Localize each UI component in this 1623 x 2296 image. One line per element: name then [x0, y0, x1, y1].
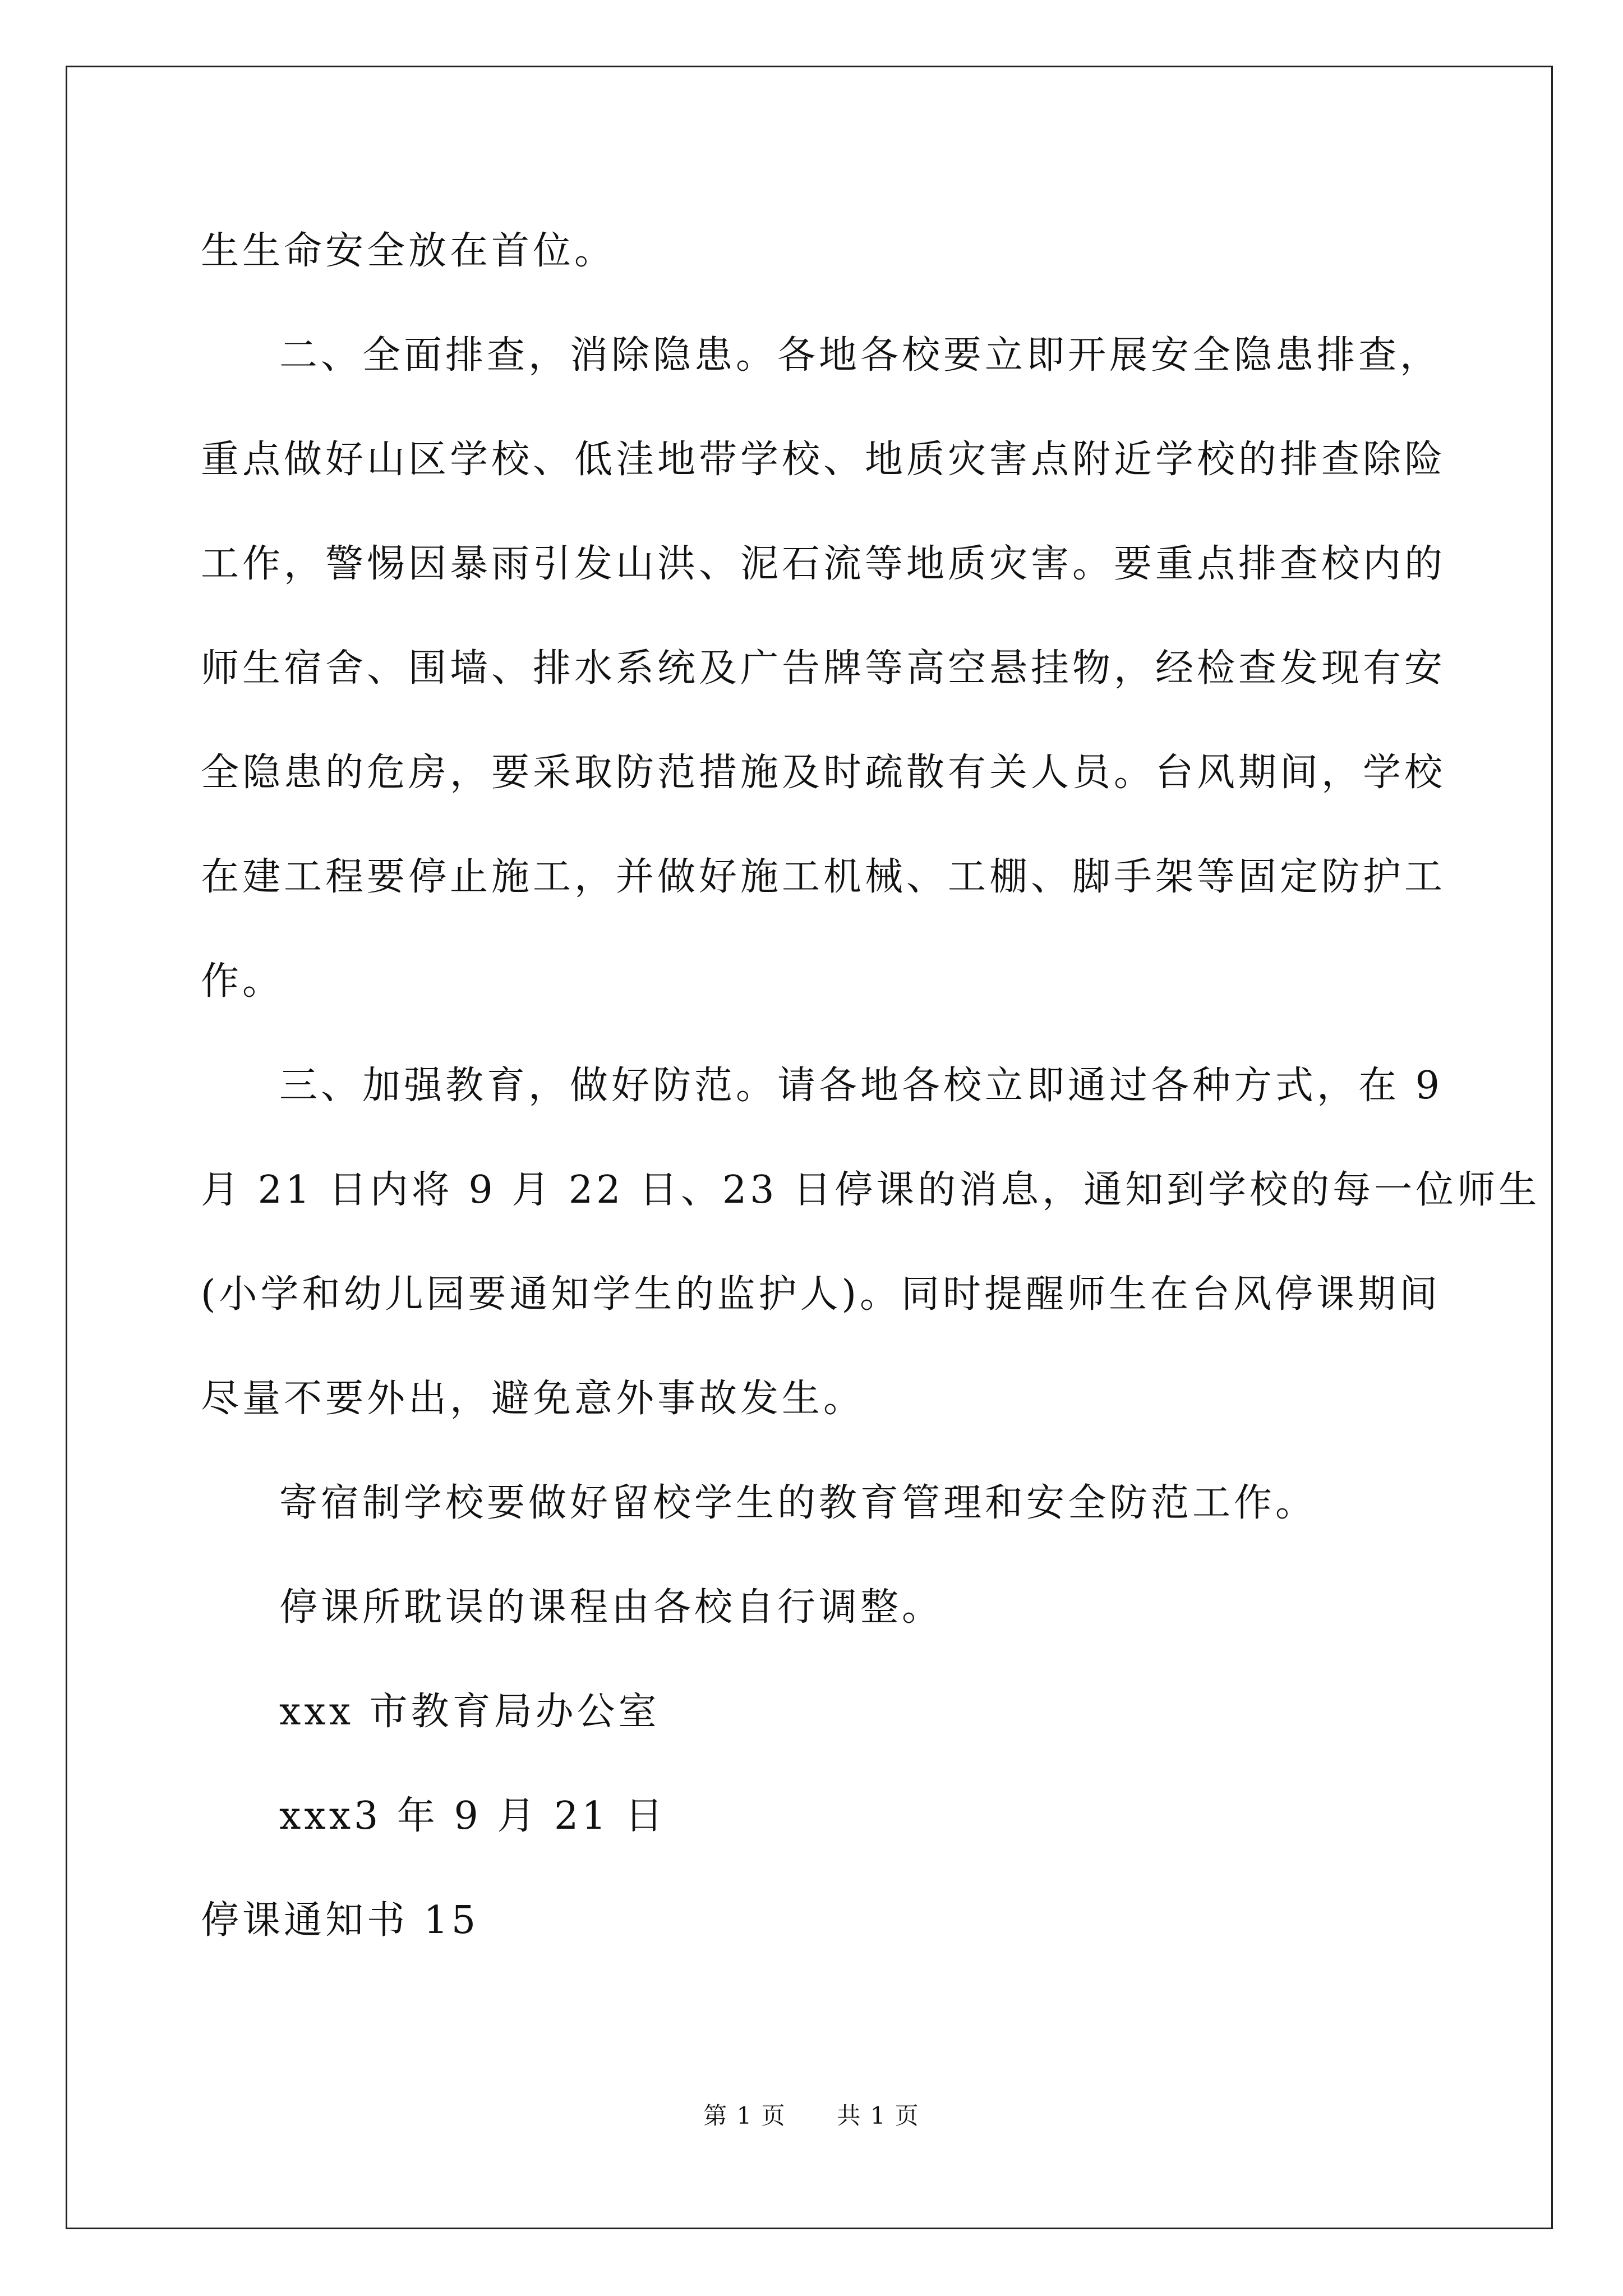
section-heading: 停课通知书 15	[201, 1898, 479, 1943]
text-line-2: 二、全面排查，消除隐患。各地各校要立即开展安全隐患排查，	[279, 333, 1442, 378]
text-line-1: 生生命安全放在首位。	[201, 229, 616, 273]
text-line-14: 停课所耽误的课程由各校自行调整。	[279, 1585, 944, 1630]
text-line-7: 在建工程要停止施工，并做好施工机械、工棚、脚手架等固定防护工	[201, 855, 1446, 899]
page-total: 共 1 页	[837, 2102, 920, 2129]
text-line-13: 寄宿制学校要做好留校学生的教育管理和安全防范工作。	[279, 1481, 1317, 1525]
text-line-12: 尽量不要外出，避免意外事故发生。	[201, 1377, 865, 1421]
text-line-8: 作。	[201, 959, 284, 1004]
page-footer	[0, 2099, 1623, 2133]
text-line-5: 师生宿舍、围墙、排水系统及广告牌等高空悬挂物，经检查发现有安	[201, 646, 1446, 691]
text-line-11: (小学和幼儿园要通知学生的监护人)。同时提醒师生在台风停课期间	[201, 1272, 1441, 1317]
document-body	[201, 199, 1541, 1973]
text-line-9: 三、加强教育，做好防范。请各地各校立即通过各种方式，在 9	[279, 1064, 1443, 1108]
text-line-4: 工作，警惕因暴雨引发山洪、泥石流等地质灾害。要重点排查校内的	[201, 542, 1446, 586]
signature-office: xxx 市教育局办公室	[279, 1690, 660, 1734]
text-line-3: 重点做好山区学校、低洼地带学校、地质灾害点附近学校的排查除险	[201, 438, 1446, 482]
text-line-10: 月 21 日内将 9 月 22 日、23 日停课的消息，通知到学校的每一位师生	[201, 1168, 1541, 1212]
page-number: 第 1 页	[703, 2102, 786, 2129]
text-line-6: 全隐患的危房，要采取防范措施及时疏散有关人员。台风期间，学校	[201, 751, 1446, 795]
signature-date: xxx3 年 9 月 21 日	[279, 1794, 667, 1838]
